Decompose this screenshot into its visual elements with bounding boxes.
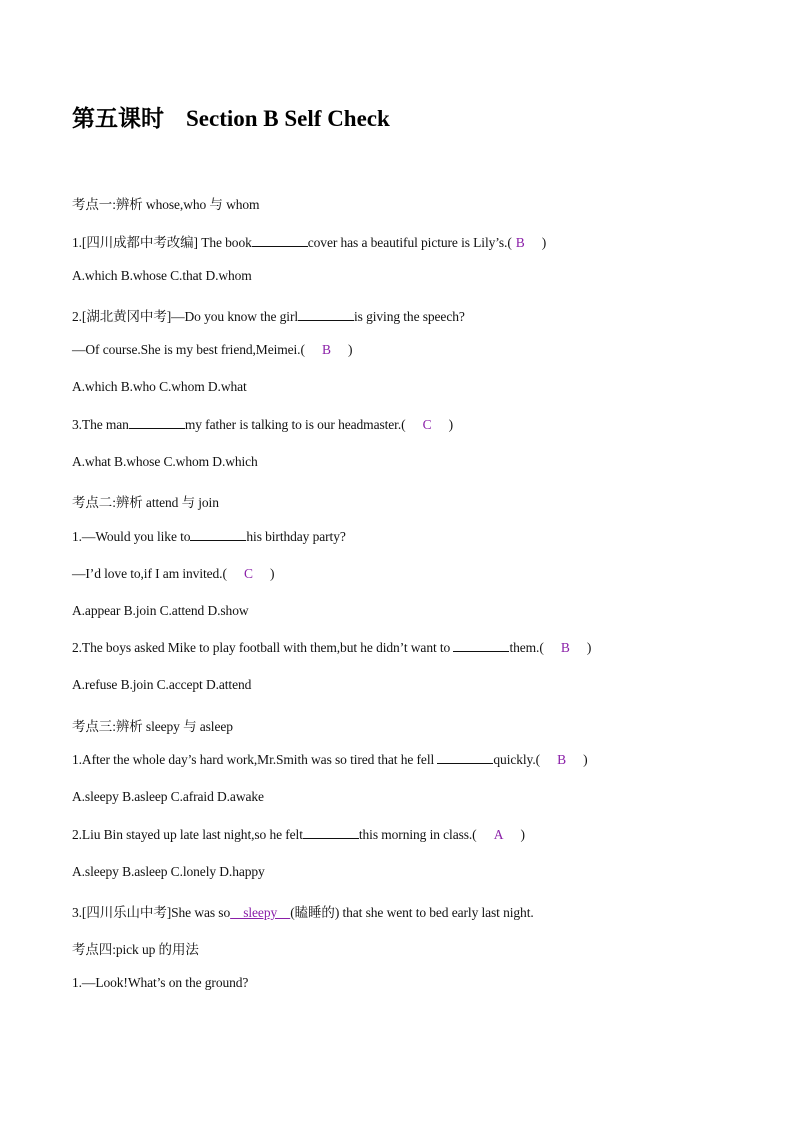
answer: B xyxy=(515,235,525,250)
page-title xyxy=(72,100,390,133)
answer-blank xyxy=(190,529,246,541)
question-7: 2.Liu Bin stayed up late last night,so he felt this morning in class.( A ) xyxy=(72,827,525,842)
options-1: A.which B.whose C.that D.whom xyxy=(72,268,252,283)
answer-blank xyxy=(303,827,359,839)
title-chinese: 第五课时 xyxy=(72,106,164,131)
answer-blank xyxy=(298,309,354,321)
options-6: A.sleepy B.asleep C.afraid D.awake xyxy=(72,789,264,804)
question-8: 3.[四川乐山中考]She was so sleepy (瞌睡的) that she went to bed early last night. xyxy=(72,905,534,920)
filled-answer: sleepy xyxy=(230,905,291,920)
question-9: 1.—Look!What’s on the ground? xyxy=(72,975,249,990)
question-4-reply: —I’d love to,if I am invited.( C ) xyxy=(72,566,275,581)
question-5: 2.The boys asked Mike to play football with them,but he didn’t want to them.( B ) xyxy=(72,640,592,655)
answer-blank xyxy=(129,417,185,429)
question-6: 1.After the whole day’s hard work,Mr.Smith was so tired that he fell quickly.( B ) xyxy=(72,752,588,767)
options-4: A.appear B.join C.attend D.show xyxy=(72,603,249,618)
question-1: 1.[四川成都中考改编] The book cover has a beautiful picture is Lily’s.( B ) xyxy=(72,235,547,250)
question-4: 1.—Would you like to his birthday party? xyxy=(72,529,346,544)
answer: C xyxy=(243,566,253,581)
answer: C xyxy=(422,417,432,432)
answer-blank xyxy=(437,752,493,764)
question-2-reply: —Of course.She is my best friend,Meimei.( B ) xyxy=(72,342,353,357)
answer: B xyxy=(557,752,567,767)
options-2: A.which B.who C.whom D.what xyxy=(72,379,247,394)
question-3: 3.The man my father is talking to is our headmaster.( C ) xyxy=(72,417,454,432)
answer: B xyxy=(321,342,331,357)
section-heading-1: 考点一:辨析 whose,who 与 whom xyxy=(72,197,260,212)
section-heading-4: 考点四:pick up 的用法 xyxy=(72,942,199,957)
title-english: Section B Self Check xyxy=(186,106,390,131)
answer-blank xyxy=(453,640,509,652)
section-heading-2: 考点二:辨析 attend 与 join xyxy=(72,495,219,510)
options-7: A.sleepy B.asleep C.lonely D.happy xyxy=(72,864,265,879)
options-5: A.refuse B.join C.accept D.attend xyxy=(72,677,252,692)
question-2: 2.[湖北黄冈中考]—Do you know the girl is giving the speech? xyxy=(72,309,465,324)
options-3: A.what B.whose C.whom D.which xyxy=(72,454,258,469)
answer: A xyxy=(493,827,504,842)
section-heading-3: 考点三:辨析 sleepy 与 asleep xyxy=(72,719,233,734)
answer-blank xyxy=(252,235,308,247)
answer: B xyxy=(560,640,570,655)
